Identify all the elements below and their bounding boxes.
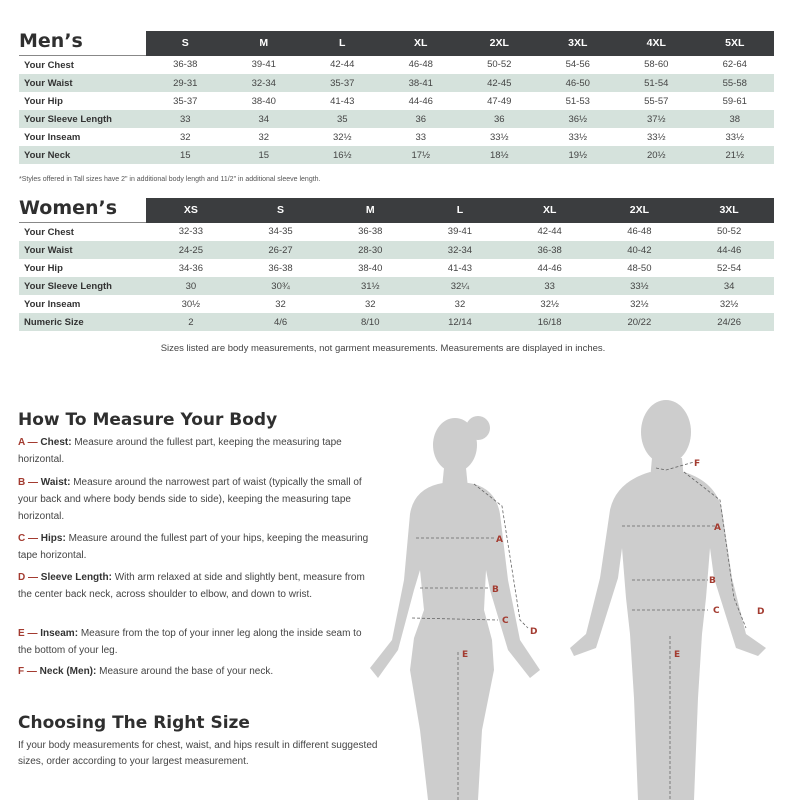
table-cell: 36-38 — [505, 241, 595, 259]
table-cell: 59-61 — [722, 95, 747, 107]
mens-size-header: 5XL — [696, 31, 775, 56]
table-cell: 38 — [696, 110, 775, 128]
measure-key: C — [18, 533, 26, 544]
table-cell: 51-54 — [617, 74, 696, 92]
table-cell: 8/10 — [325, 313, 415, 331]
measure-item — [18, 434, 378, 468]
womens-size-header: XS — [146, 198, 236, 223]
measure-item — [18, 663, 378, 680]
table-cell: 50-52 — [487, 59, 512, 71]
table-cell: 51-53 — [565, 95, 590, 107]
measure-dash: — — [24, 666, 40, 677]
table-cell: 62-64 — [722, 59, 747, 71]
table-row — [19, 110, 774, 128]
table-cell: 38-41 — [382, 74, 461, 92]
woman-silhouette — [370, 416, 540, 800]
mens-size-header: 3XL — [539, 31, 618, 56]
woman-label-b: B — [492, 585, 499, 595]
table-cell: 32½ — [630, 298, 649, 310]
table-cell: 15 — [146, 146, 225, 164]
table-cell: 52-54 — [716, 262, 742, 274]
man-label-a: A — [714, 523, 721, 533]
table-row — [19, 259, 774, 277]
table-cell: 35-37 — [173, 95, 198, 107]
measure-title: How To Measure Your Body — [18, 410, 278, 430]
table-cell: 44-46 — [408, 95, 433, 107]
measure-desc: Measure from the top of your inner leg along the inside seam to the bottom of your leg. — [18, 628, 362, 656]
table-cell: 47-49 — [487, 95, 512, 107]
table-cell: 33 — [505, 277, 595, 295]
table-cell: 32½ — [719, 298, 739, 310]
table-cell: 32-34 — [225, 74, 304, 92]
table-cell: 33½ — [490, 131, 509, 143]
table-cell: 38-40 — [251, 95, 276, 107]
table-row — [19, 241, 774, 259]
table-cell: 30 — [146, 277, 236, 295]
mens-size-header: XL — [382, 31, 461, 56]
table-cell: 34-35 — [268, 226, 293, 238]
table-cell: 48-50 — [627, 262, 652, 274]
measure-desc: Measure around the narrowest part of waist (typically the small of your back and where body bends side to side), keeping the measuring tape horizontal. — [18, 477, 362, 522]
table-cell: 34 — [225, 110, 304, 128]
measure-desc: Measure around the fullest part, keeping the measuring tape horizontal. — [18, 437, 342, 465]
mens-size-header: M — [225, 31, 304, 56]
table-cell: 34 — [684, 277, 774, 295]
table-cell: 46-48 — [627, 226, 652, 238]
womens-header-corner — [19, 198, 146, 223]
measure-item — [18, 569, 378, 603]
row-label: Your Hip — [24, 95, 63, 107]
table-cell: 36½ — [539, 110, 618, 128]
mens-size-header: 2XL — [460, 31, 539, 56]
table-cell: 12/14 — [415, 313, 505, 331]
table-row — [19, 313, 774, 331]
mens-footnote: *Styles offered in Tall sizes have 2" in additional body length and 11/2" in additional sleeve length. — [19, 176, 321, 183]
measure-term: Neck (Men): — [39, 666, 97, 677]
measure-desc: Measure around the fullest part of your hips, keeping the measuring tape horizontal. — [18, 533, 369, 561]
womens-size-header: M — [325, 198, 415, 223]
table-cell: 33½ — [595, 277, 685, 295]
table-cell: 15 — [225, 146, 304, 164]
mens-size-header: S — [146, 31, 225, 56]
table-cell: 4/6 — [236, 313, 326, 331]
measure-key: F — [18, 666, 25, 677]
table-cell: 32¼ — [415, 277, 505, 295]
table-cell: 35-37 — [303, 74, 382, 92]
table-cell: 42-44 — [330, 59, 355, 71]
table-row — [19, 146, 774, 164]
table-cell: 36 — [460, 110, 539, 128]
measure-dash: — — [25, 533, 41, 544]
table-cell: 36 — [382, 110, 461, 128]
measure-dash: — — [24, 437, 41, 448]
mens-size-table — [19, 31, 774, 164]
womens-size-header: S — [236, 198, 326, 223]
table-cell: 44-46 — [684, 241, 774, 259]
table-cell: 35 — [303, 110, 382, 128]
measure-item — [18, 474, 378, 525]
body-measurement-note: Sizes listed are body measurements, not garment measurements. Measurements are displayed in inches. — [160, 343, 606, 354]
table-cell: 39-41 — [447, 226, 473, 238]
table-cell: 32½ — [540, 298, 559, 310]
table-cell: 2 — [146, 313, 236, 331]
measure-term: Sleeve Length: — [40, 572, 112, 583]
table-cell: 50-52 — [716, 226, 742, 238]
table-cell: 39-41 — [251, 59, 276, 71]
woman-label-e: E — [462, 650, 469, 660]
table-cell: 36-38 — [268, 262, 293, 274]
measure-item — [18, 625, 378, 659]
table-cell: 32 — [275, 298, 286, 310]
table-cell: 46-50 — [539, 74, 618, 92]
man-label-e: E — [674, 650, 681, 660]
table-cell: 33½ — [725, 131, 744, 143]
table-cell: 37½ — [617, 110, 696, 128]
man-silhouette — [570, 400, 766, 800]
table-cell: 16½ — [303, 146, 382, 164]
table-cell: 41-43 — [447, 262, 473, 274]
table-cell: 58-60 — [644, 59, 669, 71]
table-cell: 33½ — [647, 131, 666, 143]
table-cell: 36-38 — [173, 59, 198, 71]
mens-title: Men’s — [19, 30, 83, 52]
row-label: Your Hip — [24, 262, 63, 274]
table-row — [19, 74, 774, 92]
table-cell: 31½ — [325, 277, 415, 295]
table-cell: 30½ — [181, 298, 201, 310]
row-label: Your Inseam — [24, 298, 81, 310]
womens-title: Women’s — [19, 197, 118, 219]
table-cell: 32 — [364, 298, 376, 310]
row-label: Your Chest — [24, 59, 74, 71]
man-label-b: B — [709, 576, 716, 586]
measure-dash: — — [25, 572, 41, 583]
woman-figure — [370, 410, 550, 800]
table-cell: 17½ — [382, 146, 461, 164]
woman-label-d: D — [530, 627, 538, 637]
womens-size-header: 2XL — [595, 198, 685, 223]
measure-desc: Measure around the base of your neck. — [99, 666, 274, 677]
table-cell: 18½ — [460, 146, 539, 164]
table-cell: 29-31 — [146, 74, 225, 92]
table-cell: 26-27 — [236, 241, 326, 259]
table-cell: 44-46 — [537, 262, 562, 274]
mens-size-header: L — [303, 31, 382, 56]
table-cell: 32 — [179, 131, 191, 143]
table-cell: 54-56 — [565, 59, 590, 71]
row-label: Your Chest — [24, 226, 74, 238]
table-row — [19, 128, 774, 146]
measure-item — [18, 530, 378, 564]
table-cell: 32 — [454, 298, 466, 310]
choosing-text: If your body measurements for chest, waist, and hips result in different suggested sizes, order according to your largest measurement. — [18, 740, 378, 767]
table-cell: 42-44 — [537, 226, 562, 238]
table-cell: 36-38 — [358, 226, 383, 238]
row-label: Your Sleeve Length — [19, 277, 146, 295]
table-cell: 24-25 — [146, 241, 236, 259]
man-label-f: F — [694, 459, 701, 469]
table-cell: 32 — [258, 131, 270, 143]
man-label-d: D — [757, 607, 765, 617]
row-label: Your Waist — [19, 74, 146, 92]
womens-size-header: 3XL — [684, 198, 774, 223]
table-row — [19, 56, 774, 75]
table-cell: 32-34 — [415, 241, 505, 259]
woman-label-c: C — [502, 616, 509, 626]
measure-term: Waist: — [40, 477, 71, 488]
row-label: Your Neck — [19, 146, 146, 164]
measure-key: B — [18, 477, 26, 488]
table-cell: 55-57 — [644, 95, 669, 107]
table-cell: 20½ — [617, 146, 696, 164]
table-row — [19, 277, 774, 295]
table-row — [19, 92, 774, 110]
man-figure — [570, 398, 775, 800]
measure-desc: With arm relaxed at side and slightly bent, measure from the center back neck, across shoulder to elbow, and down to wrist. — [18, 572, 365, 600]
mens-header-corner — [19, 31, 146, 56]
measure-key: A — [18, 437, 25, 448]
choosing-title: Choosing The Right Size — [18, 713, 250, 733]
table-cell: 32-33 — [178, 226, 203, 238]
measure-term: Hips: — [40, 533, 66, 544]
man-label-c: C — [713, 606, 720, 616]
table-cell: 55-58 — [696, 74, 775, 92]
table-cell: 38-40 — [358, 262, 383, 274]
table-cell: 20/22 — [595, 313, 685, 331]
measure-dash: — — [25, 477, 41, 488]
table-cell: 32½ — [333, 131, 352, 143]
table-row — [19, 295, 774, 313]
measure-term: Chest: — [40, 437, 72, 448]
table-cell: 28-30 — [325, 241, 415, 259]
womens-size-table — [19, 198, 774, 331]
table-cell: 16/18 — [505, 313, 595, 331]
measure-key: D — [18, 572, 26, 583]
womens-size-header: XL — [505, 198, 595, 223]
table-cell: 19½ — [539, 146, 618, 164]
row-label: Your Sleeve Length — [19, 110, 146, 128]
row-label: Numeric Size — [19, 313, 146, 331]
woman-label-a: A — [496, 535, 503, 545]
table-cell: 41-43 — [330, 95, 355, 107]
table-cell: 30¾ — [236, 277, 326, 295]
table-cell: 40-42 — [595, 241, 685, 259]
table-cell: 24/26 — [684, 313, 774, 331]
table-cell: 46-48 — [408, 59, 433, 71]
measure-key: E — [18, 628, 25, 639]
row-label: Your Inseam — [24, 131, 81, 143]
table-cell: 33 — [146, 110, 225, 128]
mens-size-header: 4XL — [617, 31, 696, 56]
table-cell: 42-45 — [460, 74, 539, 92]
row-label: Your Waist — [19, 241, 146, 259]
measure-term: Inseam: — [40, 628, 79, 639]
table-cell: 33½ — [568, 131, 587, 143]
table-cell: 33 — [415, 131, 427, 143]
measure-dash: — — [24, 628, 41, 639]
womens-size-header: L — [415, 198, 505, 223]
table-cell: 21½ — [696, 146, 775, 164]
table-cell: 34-36 — [178, 262, 203, 274]
table-row — [19, 223, 774, 242]
